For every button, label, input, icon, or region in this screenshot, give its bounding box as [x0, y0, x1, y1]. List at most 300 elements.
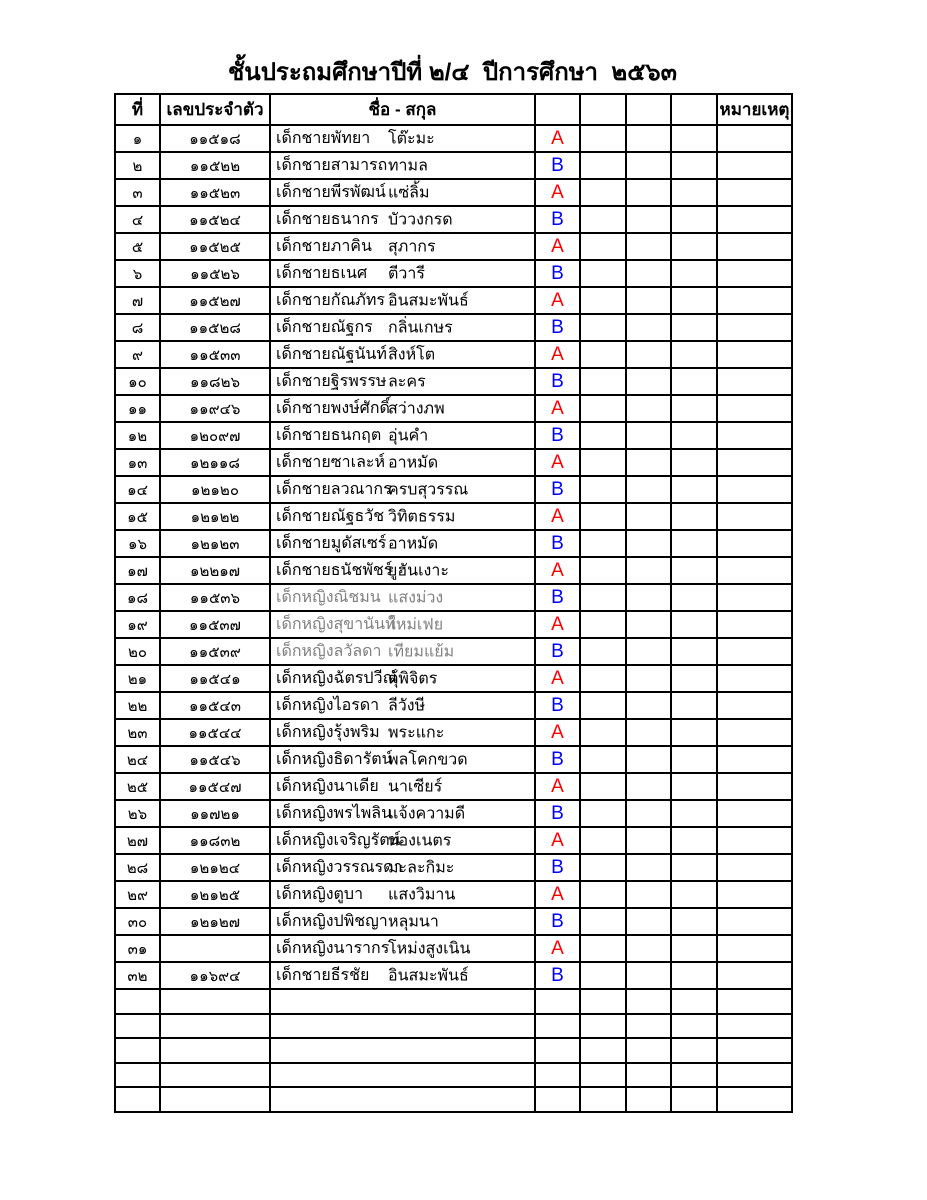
row-number-cell: ๑๔: [115, 476, 160, 503]
table-row: [115, 368, 792, 395]
table-row: [115, 881, 792, 908]
blank-cell-2: [626, 935, 671, 962]
student-id-cell: ๑๑๕๔๓: [160, 692, 270, 719]
row-number-cell: ๔: [115, 206, 160, 233]
header-blank-3: [626, 94, 671, 125]
table-row: [115, 611, 792, 638]
student-surname: พระแกะ: [388, 724, 445, 741]
row-number-cell: ๑๐: [115, 368, 160, 395]
student-name-cell: [270, 287, 535, 314]
student-first-name: เด็กชายธเนศ: [276, 265, 368, 282]
remarks-cell: [717, 368, 792, 395]
remarks-cell: [717, 854, 792, 881]
table-row: [115, 557, 792, 584]
student-name-cell: [270, 530, 535, 557]
row-number-cell: ๒๗: [115, 827, 160, 854]
student-surname: แสงม่วง: [388, 589, 444, 606]
student-id-cell: ๑๑๕๓๗: [160, 611, 270, 638]
page-title: ชั้นประถมศึกษาปีที่ ๒/๔ ปีการศึกษา ๒๕๖๓: [228, 59, 677, 86]
student-first-name: เด็กชายฐิรพรรษ: [276, 373, 387, 390]
remarks-cell: [717, 422, 792, 449]
remarks-cell: [717, 341, 792, 368]
row-number-cell: ๒๔: [115, 746, 160, 773]
blank-cell-3: [671, 665, 717, 692]
table-row: [115, 287, 792, 314]
blank-cell-1: [580, 908, 626, 935]
student-surname: ทองเนตร: [388, 832, 452, 849]
remarks-cell: [717, 260, 792, 287]
group-mark-cell: B: [535, 746, 580, 773]
student-first-name: เด็กหญิงวรรณรดา: [276, 859, 403, 876]
table-row: [115, 827, 792, 854]
student-surname: แจ้งความดี: [388, 805, 466, 822]
blank-cell-3: [671, 368, 717, 395]
student-name-cell: [270, 260, 535, 287]
group-mark-cell: A: [535, 773, 580, 800]
student-surname: เทียมแย้ม: [388, 643, 455, 660]
group-mark-cell: [535, 1063, 580, 1088]
student-name-cell: [270, 935, 535, 962]
group-mark-cell: [535, 1087, 580, 1112]
blank-cell-1: [580, 422, 626, 449]
empty-row: [115, 1087, 792, 1112]
group-mark-cell: B: [535, 908, 580, 935]
student-id-cell: ๑๒๐๙๗: [160, 422, 270, 449]
student-first-name: เด็กหญิงนารากร: [276, 940, 390, 957]
table-row: [115, 476, 792, 503]
blank-cell-1: [580, 287, 626, 314]
group-mark-cell: A: [535, 395, 580, 422]
remarks-cell: [717, 1014, 792, 1039]
remarks-cell: [717, 881, 792, 908]
student-first-name: เด็กชายสามารถ: [276, 157, 388, 174]
remarks-cell: [717, 692, 792, 719]
row-number-cell: ๑๒: [115, 422, 160, 449]
student-name-cell: [270, 827, 535, 854]
blank-cell-3: [671, 179, 717, 206]
student-name-cell: [270, 746, 535, 773]
student-first-name: เด็กชายณัฐนันท์: [276, 346, 387, 363]
student-first-name: เด็กหญิงเจริญรัตน์: [276, 832, 401, 849]
student-first-name: เด็กชายธนัชพัชร์: [276, 562, 393, 579]
blank-cell-3: [671, 449, 717, 476]
student-surname: พลโคกขวด: [388, 751, 468, 768]
blank-cell-1: [580, 530, 626, 557]
row-number-cell: ๒: [115, 152, 160, 179]
student-name-cell: [270, 179, 535, 206]
group-mark-cell: B: [535, 314, 580, 341]
blank-cell-1: [580, 1087, 626, 1112]
remarks-cell: [717, 800, 792, 827]
student-id-cell: [160, 1063, 270, 1088]
blank-cell-3: [671, 908, 717, 935]
blank-cell-2: [626, 800, 671, 827]
blank-cell-1: [580, 503, 626, 530]
blank-cell-1: [580, 854, 626, 881]
student-id-cell: [160, 1087, 270, 1112]
student-name-cell: [270, 800, 535, 827]
remarks-cell: [717, 287, 792, 314]
blank-cell-1: [580, 665, 626, 692]
student-first-name: เด็กหญิงฉัตรปวีณ์: [276, 670, 398, 687]
remarks-cell: [717, 503, 792, 530]
student-id-cell: ๑๒๑๒๒: [160, 503, 270, 530]
student-name-cell: [270, 341, 535, 368]
blank-cell-2: [626, 422, 671, 449]
blank-cell-2: [626, 206, 671, 233]
group-mark-cell: B: [535, 692, 580, 719]
group-mark-cell: B: [535, 584, 580, 611]
group-mark-cell: A: [535, 503, 580, 530]
table-row: [115, 854, 792, 881]
student-first-name: เด็กหญิงลวัลดา: [276, 643, 382, 660]
table-row: [115, 179, 792, 206]
student-id-cell: ๑๒๑๑๘: [160, 449, 270, 476]
remarks-cell: [717, 1063, 792, 1088]
row-number-cell: ๑๕: [115, 503, 160, 530]
remarks-cell: [717, 584, 792, 611]
student-surname: อุ่นคำ: [388, 427, 429, 444]
blank-cell-1: [580, 1063, 626, 1088]
student-name-cell: [270, 881, 535, 908]
header-no: ที่: [115, 94, 160, 125]
row-number-cell: ๓๒: [115, 962, 160, 989]
remarks-cell: [717, 476, 792, 503]
student-name-cell: [270, 962, 535, 989]
blank-cell-1: [580, 260, 626, 287]
group-mark-cell: A: [535, 125, 580, 152]
row-number-cell: ๒๘: [115, 854, 160, 881]
student-name-cell: [270, 854, 535, 881]
group-mark-cell: [535, 1038, 580, 1063]
group-mark-cell: A: [535, 719, 580, 746]
table-row: [115, 530, 792, 557]
student-id-cell: [160, 1014, 270, 1039]
table-row: [115, 422, 792, 449]
blank-cell-1: [580, 935, 626, 962]
blank-cell-2: [626, 692, 671, 719]
blank-cell-3: [671, 638, 717, 665]
header-row: [115, 94, 792, 125]
header-blank-1: [535, 94, 580, 125]
group-mark-cell: A: [535, 935, 580, 962]
student-first-name: เด็กชายพัทยา: [276, 130, 371, 147]
blank-cell-3: [671, 989, 717, 1014]
blank-cell-1: [580, 449, 626, 476]
blank-cell-1: [580, 746, 626, 773]
student-surname: บัววงกรด: [388, 211, 453, 228]
blank-cell-1: [580, 557, 626, 584]
blank-cell-3: [671, 152, 717, 179]
blank-cell-2: [626, 260, 671, 287]
student-first-name: เด็กชายณัฐธวัช: [276, 508, 385, 525]
student-id-cell: ๑๑๕๔๖: [160, 746, 270, 773]
group-mark-cell: A: [535, 179, 580, 206]
row-number-cell: [115, 1087, 160, 1112]
student-id-cell: [160, 935, 270, 962]
student-name-cell: [270, 1087, 535, 1112]
blank-cell-2: [626, 746, 671, 773]
student-id-cell: ๑๑๕๓๓: [160, 341, 270, 368]
table-row: [115, 314, 792, 341]
group-mark-cell: B: [535, 638, 580, 665]
group-mark-cell: A: [535, 665, 580, 692]
row-number-cell: ๑: [115, 125, 160, 152]
student-name-cell: [270, 449, 535, 476]
student-name-cell: [270, 908, 535, 935]
blank-cell-3: [671, 1087, 717, 1112]
student-surname: หลุมนา: [388, 913, 439, 930]
student-surname: อินสมะพันธ์: [388, 292, 469, 309]
student-name-cell: [270, 989, 535, 1014]
group-mark-cell: A: [535, 341, 580, 368]
student-surname: สิงห์โต: [388, 346, 436, 363]
blank-cell-3: [671, 962, 717, 989]
blank-cell-3: [671, 287, 717, 314]
table-row: [115, 908, 792, 935]
group-mark-cell: B: [535, 854, 580, 881]
row-number-cell: [115, 989, 160, 1014]
blank-cell-2: [626, 179, 671, 206]
remarks-cell: [717, 611, 792, 638]
row-number-cell: [115, 1014, 160, 1039]
blank-cell-2: [626, 773, 671, 800]
student-surname: ใหม่เฟย: [388, 616, 444, 633]
blank-cell-3: [671, 233, 717, 260]
student-surname: นาเซียร์: [388, 778, 443, 795]
blank-cell-1: [580, 206, 626, 233]
student-first-name: เด็กชายลวณากร: [276, 481, 392, 498]
blank-cell-1: [580, 692, 626, 719]
group-mark-cell: A: [535, 881, 580, 908]
table-row: [115, 800, 792, 827]
blank-cell-3: [671, 422, 717, 449]
blank-cell-2: [626, 719, 671, 746]
student-id-cell: [160, 989, 270, 1014]
remarks-cell: [717, 773, 792, 800]
blank-cell-3: [671, 611, 717, 638]
blank-cell-3: [671, 557, 717, 584]
blank-cell-2: [626, 449, 671, 476]
blank-cell-3: [671, 1038, 717, 1063]
remarks-cell: [717, 395, 792, 422]
blank-cell-1: [580, 881, 626, 908]
header-blank-2: [580, 94, 626, 125]
group-mark-cell: B: [535, 152, 580, 179]
blank-cell-1: [580, 827, 626, 854]
student-surname: วิทิตธรรม: [388, 508, 456, 525]
remarks-cell: [717, 530, 792, 557]
blank-cell-2: [626, 908, 671, 935]
table-row: [115, 719, 792, 746]
row-number-cell: ๒๓: [115, 719, 160, 746]
table-row: [115, 692, 792, 719]
group-mark-cell: B: [535, 368, 580, 395]
blank-cell-3: [671, 314, 717, 341]
student-id-cell: ๑๑๕๒๕: [160, 233, 270, 260]
student-surname: ตีวารี: [388, 265, 425, 282]
group-mark-cell: [535, 989, 580, 1014]
student-first-name: เด็กชายพีรพัฒน์: [276, 184, 386, 201]
group-mark-cell: B: [535, 476, 580, 503]
student-name-cell: [270, 719, 535, 746]
row-number-cell: ๘: [115, 314, 160, 341]
student-id-cell: ๑๑๕๔๔: [160, 719, 270, 746]
blank-cell-3: [671, 854, 717, 881]
student-id-cell: ๑๑๕๒๖: [160, 260, 270, 287]
row-number-cell: [115, 1063, 160, 1088]
blank-cell-2: [626, 962, 671, 989]
row-number-cell: ๒๒: [115, 692, 160, 719]
table-row: [115, 260, 792, 287]
row-number-cell: ๒๑: [115, 665, 160, 692]
row-number-cell: ๑๙: [115, 611, 160, 638]
row-number-cell: ๓: [115, 179, 160, 206]
blank-cell-3: [671, 206, 717, 233]
student-id-cell: ๑๑๗๒๑: [160, 800, 270, 827]
student-surname: กลิ่นเกษร: [388, 319, 453, 336]
student-first-name: เด็กหญิงณิชมน: [276, 589, 381, 606]
student-id-cell: ๑๑๙๔๖: [160, 395, 270, 422]
student-first-name: เด็กชายธนกฤต: [276, 427, 382, 444]
blank-cell-1: [580, 314, 626, 341]
header-student-id: เลขประจำตัว: [160, 94, 270, 125]
blank-cell-2: [626, 503, 671, 530]
blank-cell-3: [671, 503, 717, 530]
header-blank-4: [671, 94, 717, 125]
student-surname: สุภากร: [388, 238, 436, 255]
table-row: [115, 206, 792, 233]
blank-cell-1: [580, 800, 626, 827]
blank-cell-3: [671, 935, 717, 962]
blank-cell-1: [580, 368, 626, 395]
student-surname: แสงวิมาน: [388, 886, 456, 903]
blank-cell-1: [580, 179, 626, 206]
student-name-cell: [270, 611, 535, 638]
student-name-cell: [270, 692, 535, 719]
row-number-cell: [115, 1038, 160, 1063]
student-name-cell: [270, 314, 535, 341]
blank-cell-1: [580, 1014, 626, 1039]
blank-cell-1: [580, 125, 626, 152]
student-id-cell: ๑๑๕๑๘: [160, 125, 270, 152]
group-mark-cell: A: [535, 233, 580, 260]
group-mark-cell: B: [535, 530, 580, 557]
blank-cell-1: [580, 989, 626, 1014]
student-name-cell: [270, 1014, 535, 1039]
empty-row: [115, 989, 792, 1014]
student-name-cell: [270, 1063, 535, 1088]
blank-cell-3: [671, 719, 717, 746]
blank-cell-1: [580, 233, 626, 260]
row-number-cell: ๑๓: [115, 449, 160, 476]
row-number-cell: ๗: [115, 287, 160, 314]
student-name-cell: [270, 476, 535, 503]
student-id-cell: ๑๒๑๒๐: [160, 476, 270, 503]
student-first-name: เด็กหญิงนาเดีย: [276, 778, 379, 795]
blank-cell-3: [671, 692, 717, 719]
group-mark-cell: A: [535, 449, 580, 476]
student-first-name: เด็กหญิงปพิชญา: [276, 913, 388, 930]
group-mark-cell: B: [535, 962, 580, 989]
blank-cell-2: [626, 314, 671, 341]
row-number-cell: ๒๖: [115, 800, 160, 827]
student-name-cell: [270, 125, 535, 152]
blank-cell-3: [671, 800, 717, 827]
row-number-cell: ๓๐: [115, 908, 160, 935]
blank-cell-3: [671, 1014, 717, 1039]
student-first-name: เด็กหญิงธิดารัตน์: [276, 751, 393, 768]
row-number-cell: ๒๐: [115, 638, 160, 665]
blank-cell-3: [671, 530, 717, 557]
blank-cell-2: [626, 125, 671, 152]
student-id-cell: ๑๑๘๒๖: [160, 368, 270, 395]
student-surname: อาหมัด: [388, 454, 439, 471]
table-row: [115, 962, 792, 989]
student-surname: แซ่ลิ้ม: [388, 184, 430, 201]
remarks-cell: [717, 314, 792, 341]
student-id-cell: ๑๑๘๓๒: [160, 827, 270, 854]
blank-cell-2: [626, 1014, 671, 1039]
group-mark-cell: B: [535, 260, 580, 287]
row-number-cell: ๑๖: [115, 530, 160, 557]
row-number-cell: ๒๕: [115, 773, 160, 800]
table-row: [115, 773, 792, 800]
student-name-cell: [270, 557, 535, 584]
blank-cell-1: [580, 395, 626, 422]
table-row: [115, 584, 792, 611]
table-row: [115, 395, 792, 422]
student-first-name: เด็กชายธีรชัย: [276, 967, 370, 984]
student-id-cell: ๑๑๕๓๖: [160, 584, 270, 611]
table-row: [115, 449, 792, 476]
table-row: [115, 503, 792, 530]
student-id-cell: ๑๑๕๔๑: [160, 665, 270, 692]
student-id-cell: ๑๒๒๑๗: [160, 557, 270, 584]
student-first-name: เด็กหญิงตูบา: [276, 886, 364, 903]
student-first-name: เด็กหญิงไอรดา: [276, 697, 380, 714]
table-row: [115, 341, 792, 368]
empty-row: [115, 1038, 792, 1063]
blank-cell-2: [626, 611, 671, 638]
student-first-name: เด็กชายมูดัสเซร์: [276, 535, 387, 552]
student-name-cell: [270, 422, 535, 449]
blank-cell-2: [626, 827, 671, 854]
blank-cell-2: [626, 881, 671, 908]
student-id-cell: ๑๑๕๓๙: [160, 638, 270, 665]
blank-cell-3: [671, 476, 717, 503]
blank-cell-1: [580, 962, 626, 989]
remarks-cell: [717, 206, 792, 233]
group-mark-cell: B: [535, 422, 580, 449]
group-mark-cell: [535, 1014, 580, 1039]
student-surname: ตุ้พิจิตร: [388, 670, 438, 687]
blank-cell-3: [671, 1063, 717, 1088]
student-id-cell: ๑๑๕๒๗: [160, 287, 270, 314]
student-name-cell: [270, 395, 535, 422]
blank-cell-1: [580, 152, 626, 179]
student-id-cell: ๑๒๑๒๔: [160, 854, 270, 881]
student-first-name: เด็กชายซาเละห์: [276, 454, 386, 471]
remarks-cell: [717, 989, 792, 1014]
row-number-cell: ๖: [115, 260, 160, 287]
student-surname: ทามล: [388, 157, 428, 174]
remarks-cell: [717, 233, 792, 260]
remarks-cell: [717, 962, 792, 989]
empty-row: [115, 1063, 792, 1088]
remarks-cell: [717, 449, 792, 476]
student-id-cell: [160, 1038, 270, 1063]
